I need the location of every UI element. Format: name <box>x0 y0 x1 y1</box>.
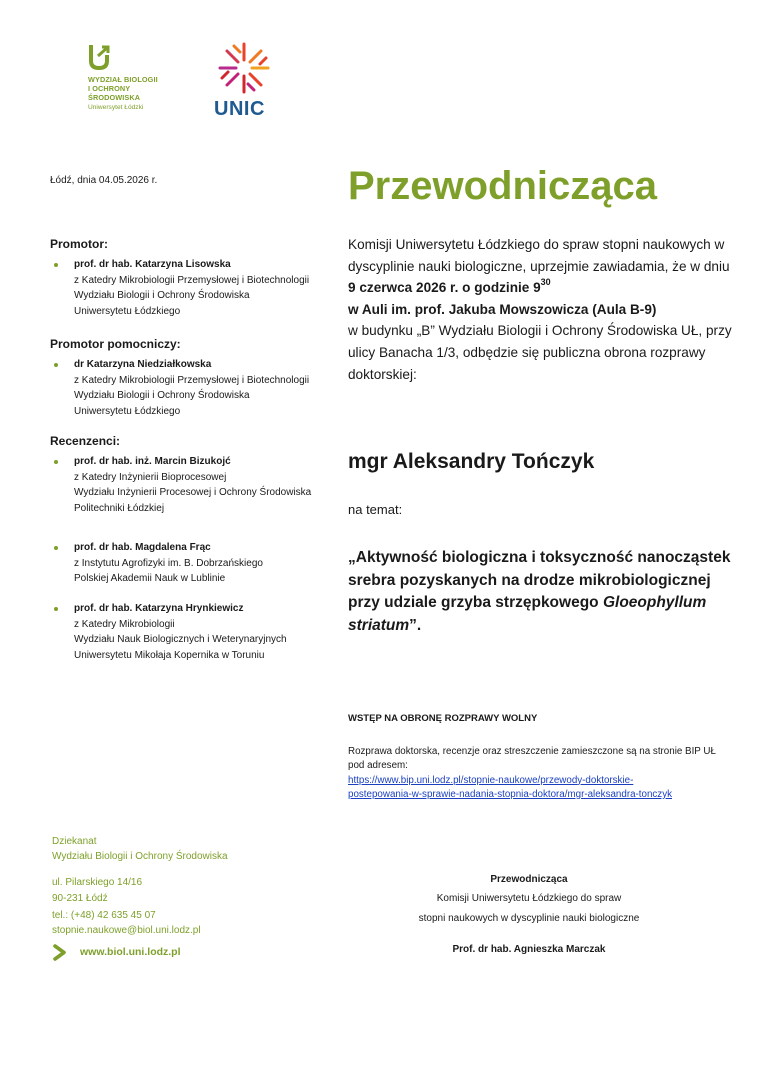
bip-info <box>348 745 728 802</box>
entry-note: WSTĘP NA OBRONĘ ROZPRAWY WOLNY <box>348 713 538 724</box>
person-affiliation: Polskiej Akademii Nauk w Lublinie <box>74 573 226 585</box>
assistant-promotor-heading: Promotor pomocniczy: <box>50 337 181 351</box>
bip-text: Rozprawa doktorska, recenzje oraz streszczenie zamieszczone są na stronie BIP UŁ pod adresem: <box>348 746 716 772</box>
reviewers-heading: Recenzenci: <box>50 434 121 448</box>
bip-link[interactable] <box>348 775 672 800</box>
footer-address <box>52 875 312 906</box>
bip-link-line-2: postepowania-w-sprawie-nadania-stopnia-doktora/mgr-aleksandra-tonczyk <box>348 788 673 800</box>
announcement-text <box>348 234 733 385</box>
footer-phone: tel.: (+48) 42 635 45 07 <box>52 910 156 921</box>
arrow-right-icon <box>52 944 68 961</box>
person-name: prof. dr hab. Magdalena Frąc <box>74 542 211 553</box>
footer-city: 90-231 Łódź <box>52 892 108 904</box>
footer-office-label: Dziekanat <box>52 836 97 847</box>
person-affiliation: z Katedry Mikrobiologii Przemysłowej i Biotechnologii <box>74 274 310 286</box>
bip-link-line-1: https://www.bip.uni.lodz.pl/stopnie-naukowe/przewody-doktorskie- <box>348 774 634 786</box>
person-affiliation: z Katedry Mikrobiologii <box>74 618 175 630</box>
signature-line-2: stopni naukowych w dyscyplinie nauki biologiczne <box>418 912 640 924</box>
unic-starburst-icon <box>216 40 272 96</box>
bullet-icon <box>54 546 58 550</box>
thesis-title-species: Gloeophyllum striatum <box>348 594 707 634</box>
promotor-entry <box>50 257 335 319</box>
person-affiliation: z Katedry Mikrobiologii Przemysłowej i Biotechnologii <box>74 374 310 386</box>
person-affiliation: Uniwersytetu Mikołaja Kopernika w Toruniu <box>74 649 265 661</box>
footer-website-url: www.biol.uni.lodz.pl <box>80 946 181 958</box>
announcement-part-1: Komisji Uniwersytetu Łódzkiego do spraw stopni naukowych w dyscyplinie nauki biologiczne, uprzejmie zawiadamia, że w dniu <box>348 237 730 274</box>
faculty-name-line-2: I OCHRONY <box>88 84 131 93</box>
footer-website[interactable] <box>52 944 252 962</box>
reviewer-entry <box>50 540 335 587</box>
announcement-part-2: w budynku „B” Wydziału Biologii i Ochrony Środowiska UŁ, przy ulicy Banacha 1/3, odbędzie się publiczna obrona rozprawy doktorskiej: <box>348 323 732 382</box>
signature-name: Prof. dr hab. Agnieszka Marczak <box>452 944 606 956</box>
assistant-promotor-entry <box>50 357 335 419</box>
promotor-heading: Promotor: <box>50 237 108 251</box>
person-name: prof. dr hab. inż. Marcin Bizukojć <box>74 456 231 467</box>
footer-office <box>52 834 312 864</box>
person-name: prof. dr hab. Katarzyna Hrynkiewicz <box>74 603 244 614</box>
bullet-icon <box>54 263 58 267</box>
signature-block <box>390 870 668 960</box>
person-affiliation: Uniwersytetu Łódzkiego <box>74 305 181 317</box>
footer-email[interactable]: stopnie.naukowe@biol.uni.lodz.pl <box>52 925 201 936</box>
person-affiliation: Wydziału Biologii i Ochrony Środowiska <box>74 290 250 302</box>
faculty-name-line-1: WYDZIAŁ BIOLOGII <box>88 75 158 84</box>
faculty-name-line-3: ŚRODOWISKA <box>88 93 141 102</box>
defense-time-minutes: 30 <box>540 277 551 288</box>
bullet-icon <box>54 607 58 611</box>
faculty-logo-university: Uniwersytet Łódzki <box>88 104 144 111</box>
person-name: prof. dr hab. Katarzyna Lisowska <box>74 259 231 270</box>
person-affiliation: z Instytutu Agrofizyki im. B. Dobrzańskiego <box>74 557 263 569</box>
bullet-icon <box>54 363 58 367</box>
reviewer-entry <box>50 601 335 663</box>
candidate-name: mgr Aleksandry Tończyk <box>348 450 595 473</box>
footer-faculty: Wydziału Biologii i Ochrony Środowiska <box>52 851 228 862</box>
defense-date-time: 9 czerwca 2026 r. o godzinie 9 <box>348 280 541 296</box>
faculty-logo <box>88 45 178 112</box>
unic-logo <box>214 40 274 120</box>
person-affiliation: Wydziału Nauk Biologicznych i Weterynaryjnych <box>74 634 287 646</box>
person-affiliation: z Katedry Inżynierii Bioprocesowej <box>74 471 227 483</box>
thesis-title-main: „Aktywność biologiczna i toksyczność nanocząstek srebra pozyskanych na drodze mikrobiologicznej przy udziale grzyba strzępkowego <box>348 549 731 611</box>
unic-logo-text: UNIC <box>214 98 265 120</box>
defense-place: w Auli im. prof. Jakuba Mowszowicza (Aula B-9) <box>348 301 657 317</box>
thesis-title-end: ”. <box>409 616 422 634</box>
signature-title: Przewodnicząca <box>490 874 568 885</box>
person-affiliation: Wydziału Biologii i Ochrony Środowiska <box>74 390 250 402</box>
footer-contact <box>52 908 312 938</box>
bullet-icon <box>54 460 58 464</box>
faculty-logo-icon <box>88 45 112 71</box>
footer-street: ul. Pilarskiego 14/16 <box>52 877 143 888</box>
topic-label: na temat: <box>348 502 403 517</box>
thesis-title <box>348 547 738 637</box>
reviewer-entry <box>50 454 335 516</box>
page-title: Przewodnicząca <box>348 164 658 208</box>
signature-line-1: Komisji Uniwersytetu Łódzkiego do spraw <box>436 893 622 905</box>
person-affiliation: Wydziału Inżynierii Procesowej i Ochrony Środowiska <box>74 487 312 499</box>
faculty-logo-name <box>88 75 178 102</box>
person-affiliation: Politechniki Łódzkiej <box>74 502 165 514</box>
person-name: dr Katarzyna Niedziałkowska <box>74 359 212 370</box>
document-date: Łódź, dnia 04.05.2026 r. <box>50 175 158 186</box>
person-affiliation: Uniwersytetu Łódzkiego <box>74 405 181 417</box>
